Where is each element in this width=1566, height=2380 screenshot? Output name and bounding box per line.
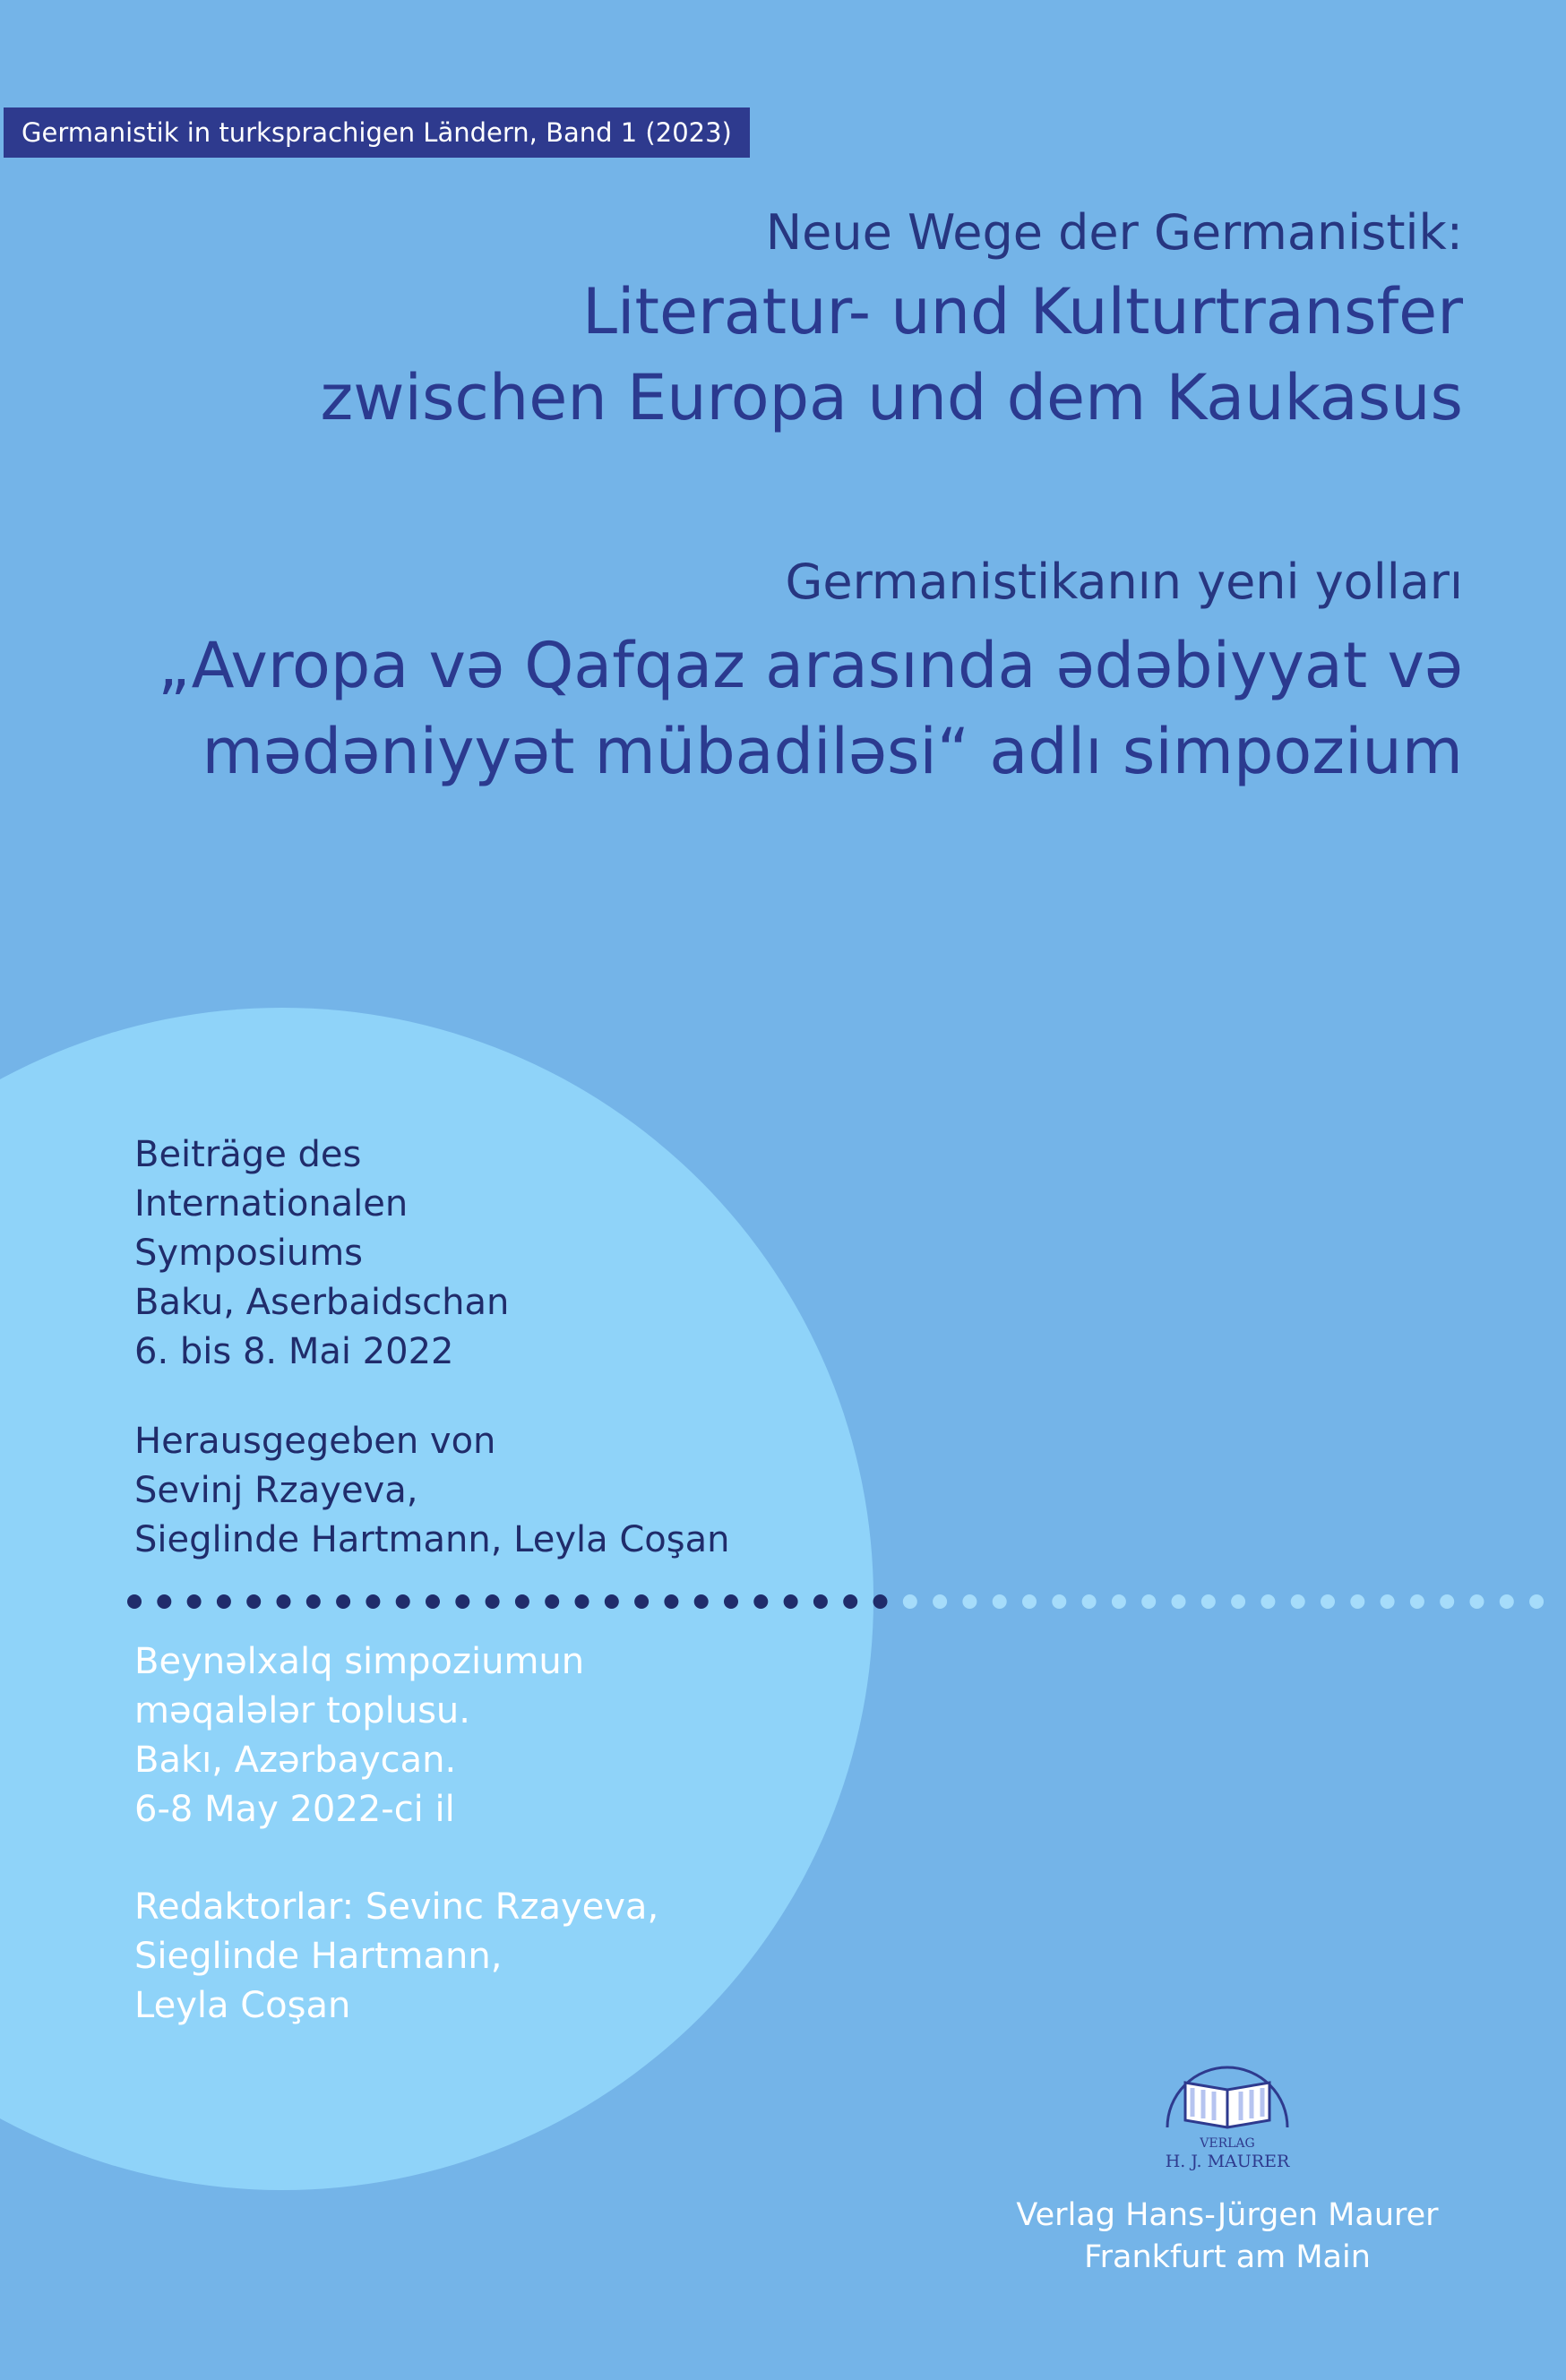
divider-dot: [157, 1594, 171, 1609]
divider-dot: [1500, 1594, 1514, 1609]
azerbaijani-info-line: 6-8 May 2022-ci il: [134, 1789, 455, 1830]
divider-dot: [694, 1594, 709, 1609]
divider-dot: [843, 1594, 857, 1609]
divider-dot: [336, 1594, 350, 1609]
azerbaijani-info-block: [134, 1637, 584, 1834]
divider-dot: [306, 1594, 321, 1609]
divider-dot: [1381, 1594, 1395, 1609]
german-info-line: Beiträge des: [134, 1134, 362, 1175]
divider-dot: [1410, 1594, 1424, 1609]
azerbaijani-subtitle: Germanistikanın yeni yolları: [785, 554, 1463, 610]
german-info-line: Internationalen: [134, 1183, 409, 1224]
divider-dot: [1291, 1594, 1305, 1609]
german-info-line: Symposiums: [134, 1233, 363, 1274]
azerbaijani-title-line-2: mədəniyyət mübadiləsi“ adlı simpozium: [202, 715, 1463, 788]
divider-dot: [127, 1594, 142, 1609]
divider-dot: [187, 1594, 202, 1609]
divider-dot: [724, 1594, 738, 1609]
azerbaijani-title-line-1: „Avropa və Qafqaz arasında ədəbiyyat və: [158, 629, 1463, 702]
divider-dot: [1112, 1594, 1126, 1609]
divider-dot: [515, 1594, 529, 1609]
divider-dot: [1529, 1594, 1544, 1609]
publisher-city: Frankfurt am Main: [1084, 2239, 1371, 2275]
azerbaijani-editors-block: [134, 1883, 658, 2031]
divider-dot: [933, 1594, 947, 1609]
divider-dot: [993, 1594, 1007, 1609]
azerbaijani-info-line: məqalələr toplusu.: [134, 1690, 470, 1731]
divider-dot: [634, 1594, 649, 1609]
divider-dot: [784, 1594, 798, 1609]
azerbaijani-info-line: Beynəlxalq simpoziumun: [134, 1641, 585, 1682]
german-title: [65, 269, 1463, 441]
divider-dot: [1022, 1594, 1037, 1609]
german-info-line: 6. bis 8. Mai 2022: [134, 1331, 454, 1372]
publisher-info: [977, 2195, 1478, 2279]
divider-dot: [246, 1594, 261, 1609]
german-editors-line: Herausgegeben von: [134, 1421, 496, 1462]
divider-dot: [366, 1594, 380, 1609]
german-editors-line: Sevinj Rzayeva,: [134, 1470, 418, 1511]
azerbaijani-editors-line: Leyla Coşan: [134, 1985, 351, 2026]
divider-dot: [396, 1594, 410, 1609]
publisher-name: Verlag Hans-Jürgen Maurer: [1016, 2197, 1439, 2233]
divider-dot: [277, 1594, 291, 1609]
azerbaijani-editors-line: Sieglinde Hartmann,: [134, 1936, 503, 1977]
divider-dot: [217, 1594, 231, 1609]
divider-dot: [1321, 1594, 1335, 1609]
logo-text-verlag: VERLAG: [1200, 2136, 1255, 2151]
german-title-line-2: zwischen Europa und dem Kaukasus: [320, 361, 1463, 434]
divider-dot: [605, 1594, 619, 1609]
divider-dot: [873, 1594, 888, 1609]
german-subtitle: Neue Wege der Germanistik:: [765, 204, 1463, 261]
divider-dot: [1470, 1594, 1484, 1609]
divider-dot: [1082, 1594, 1097, 1609]
dotted-divider: [0, 1591, 1566, 1612]
divider-dot: [962, 1594, 977, 1609]
divider-dot: [1201, 1594, 1216, 1609]
divider-dot: [575, 1594, 589, 1609]
divider-dot: [1350, 1594, 1364, 1609]
divider-dot: [1141, 1594, 1156, 1609]
german-info-line: Baku, Aserbaidschan: [134, 1282, 510, 1323]
divider-dot: [1172, 1594, 1186, 1609]
divider-dot: [1440, 1594, 1454, 1609]
divider-dot: [455, 1594, 469, 1609]
divider-dot: [1231, 1594, 1245, 1609]
azerbaijani-info-line: Bakı, Azərbaycan.: [134, 1740, 457, 1781]
divider-dot: [903, 1594, 917, 1609]
publisher-logo: [1160, 2065, 1295, 2181]
german-title-line-1: Literatur- und Kulturtransfer: [582, 275, 1463, 348]
logo-text-name: H. J. MAURER: [1165, 2152, 1290, 2171]
divider-dot: [486, 1594, 500, 1609]
german-info-block: [134, 1130, 509, 1377]
divider-dot: [545, 1594, 559, 1609]
divider-dot: [664, 1594, 678, 1609]
divider-dot: [753, 1594, 768, 1609]
german-editors-line: Sieglinde Hartmann, Leyla Coşan: [134, 1519, 730, 1560]
azerbaijani-title: [65, 623, 1463, 795]
german-editors-block: [134, 1417, 729, 1565]
divider-dot: [1052, 1594, 1066, 1609]
divider-dot: [426, 1594, 440, 1609]
divider-dot: [1261, 1594, 1275, 1609]
divider-dot: [813, 1594, 828, 1609]
azerbaijani-editors-line: Redaktorlar: Sevinc Rzayeva,: [134, 1886, 659, 1928]
series-badge: Germanistik in turksprachigen Ländern, Band 1 (2023): [4, 107, 750, 158]
